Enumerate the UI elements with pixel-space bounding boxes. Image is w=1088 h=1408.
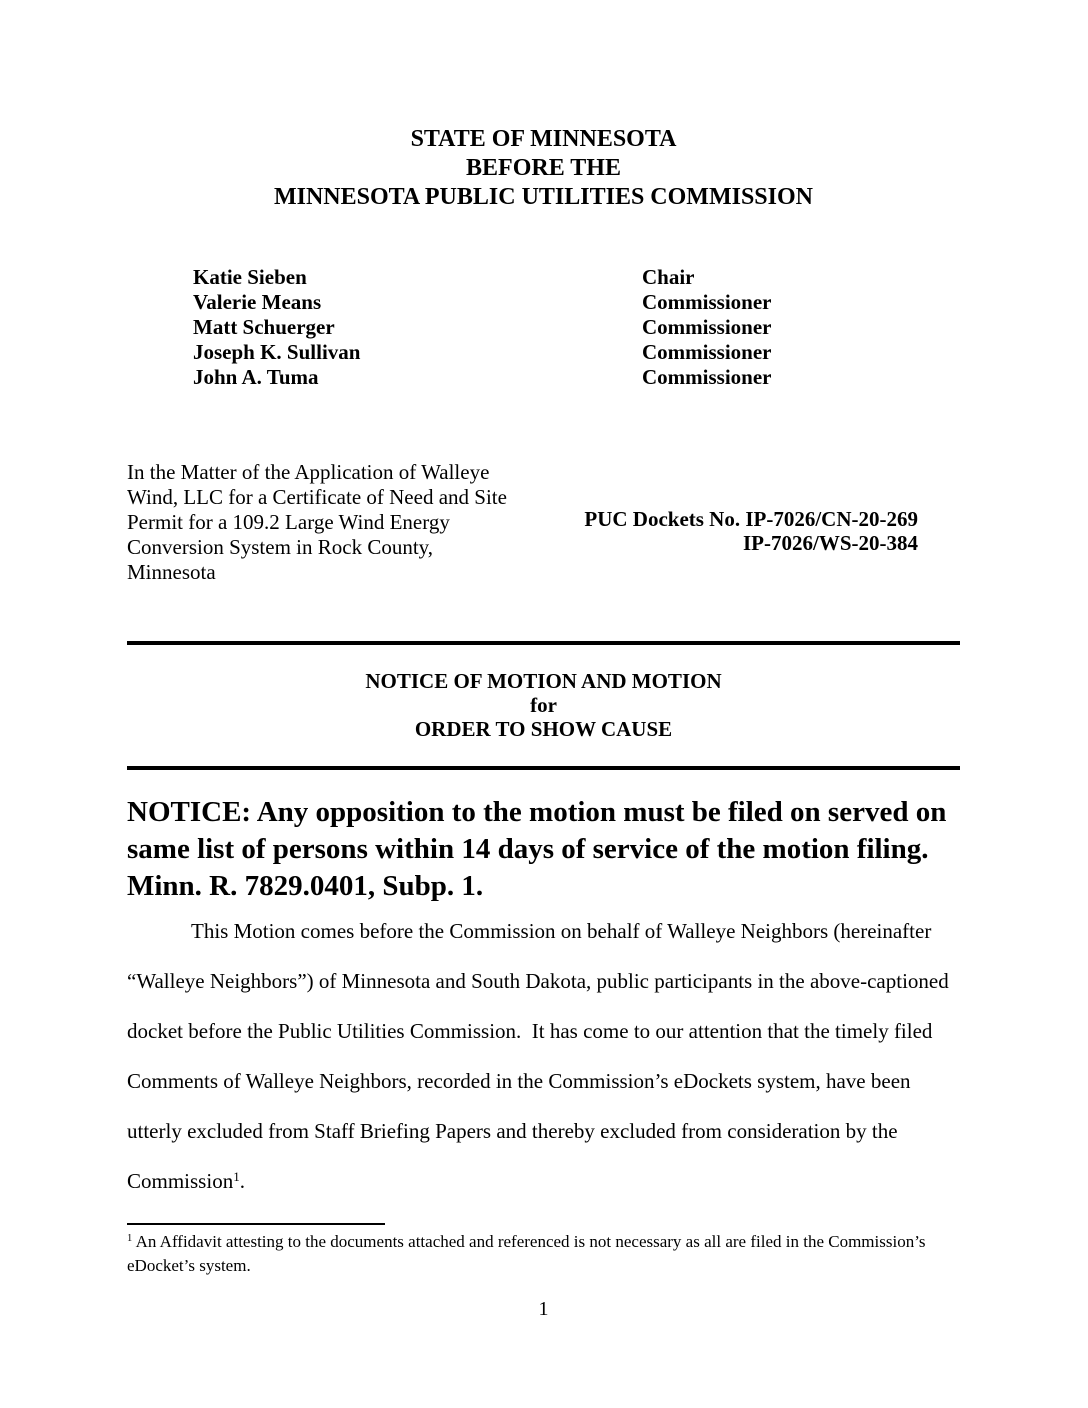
commissioner-title: Commissioner bbox=[642, 315, 772, 339]
commissioner-name: Joseph K. Sullivan bbox=[193, 340, 361, 364]
case-caption bbox=[127, 460, 960, 585]
notice-paragraph: NOTICE: Any opposition to the motion must be filed on served on same list of persons within 14 days of service of the motion filing. Minn. R. 7829.0401, Subp. 1. bbox=[127, 796, 947, 902]
document-header bbox=[127, 125, 960, 212]
commissioner-title: Commissioner bbox=[642, 290, 772, 314]
motion-heading-line-3: ORDER TO SHOW CAUSE bbox=[414, 717, 673, 741]
commissioner-row bbox=[193, 365, 960, 390]
page-number: 1 bbox=[538, 1298, 549, 1320]
footnote-reference: 1 bbox=[233, 1168, 240, 1184]
horizontal-rule-bottom bbox=[127, 766, 960, 770]
commissioner-row bbox=[193, 340, 960, 365]
commissioners-list bbox=[193, 265, 960, 390]
footnote-text: An Affidavit attesting to the documents attached and referenced is not necessary as all are filed in the Commission’s eDocket’s system. bbox=[127, 1232, 926, 1275]
commissioner-title: Commissioner bbox=[642, 340, 772, 364]
docket-line-2: IP-7026/WS-20-384 bbox=[743, 531, 918, 555]
commissioner-title: Chair bbox=[642, 265, 695, 289]
motion-heading-line-1: NOTICE OF MOTION AND MOTION bbox=[365, 669, 722, 693]
matter-description: In the Matter of the Application of Walleye Wind, LLC for a Certificate of Need and Site Permit for a 109.2 Large Wind Energy Conversion System in Rock County, Minnesota bbox=[127, 460, 507, 584]
docket-numbers bbox=[584, 460, 918, 555]
header-line-state: STATE OF MINNESOTA bbox=[410, 126, 677, 152]
commissioner-row bbox=[193, 290, 960, 315]
body-paragraph-text: This Motion comes before the Commission on behalf of Walleye Neighbors (hereinafter “Walleye Neighbors”) of Minnesota and South Dakota, public participants in the above-captioned docket before the Public Utilities Commission. It has come to our attention that the timely filed Comments of Walleye Neighbors, recorded in the Commission’s eDockets system, have been utterly excluded from Staff Briefing Papers and thereby excluded from consideration by the Commission bbox=[127, 919, 949, 1193]
commissioner-name: John A. Tuma bbox=[193, 365, 319, 389]
footnote-marker: 1 bbox=[127, 1233, 133, 1245]
commissioner-name: Valerie Means bbox=[193, 290, 322, 314]
docket-line-1: PUC Dockets No. IP-7026/CN-20-269 bbox=[584, 507, 918, 531]
body-paragraph bbox=[127, 906, 960, 1206]
commissioner-row bbox=[193, 315, 960, 340]
commissioner-name: Matt Schuerger bbox=[193, 315, 335, 339]
commissioner-name: Katie Sieben bbox=[193, 265, 307, 289]
header-line-commission: MINNESOTA PUBLIC UTILITIES COMMISSION bbox=[273, 184, 813, 210]
motion-heading-line-2: for bbox=[530, 693, 557, 717]
horizontal-rule-top bbox=[127, 641, 960, 645]
commissioner-title: Commissioner bbox=[642, 365, 772, 389]
commissioner-row bbox=[193, 265, 960, 290]
footnote-separator bbox=[127, 1223, 385, 1225]
header-line-before: BEFORE THE bbox=[466, 155, 621, 181]
body-paragraph-end: . bbox=[239, 1169, 245, 1193]
footnote bbox=[127, 1230, 960, 1278]
motion-heading bbox=[127, 669, 960, 741]
